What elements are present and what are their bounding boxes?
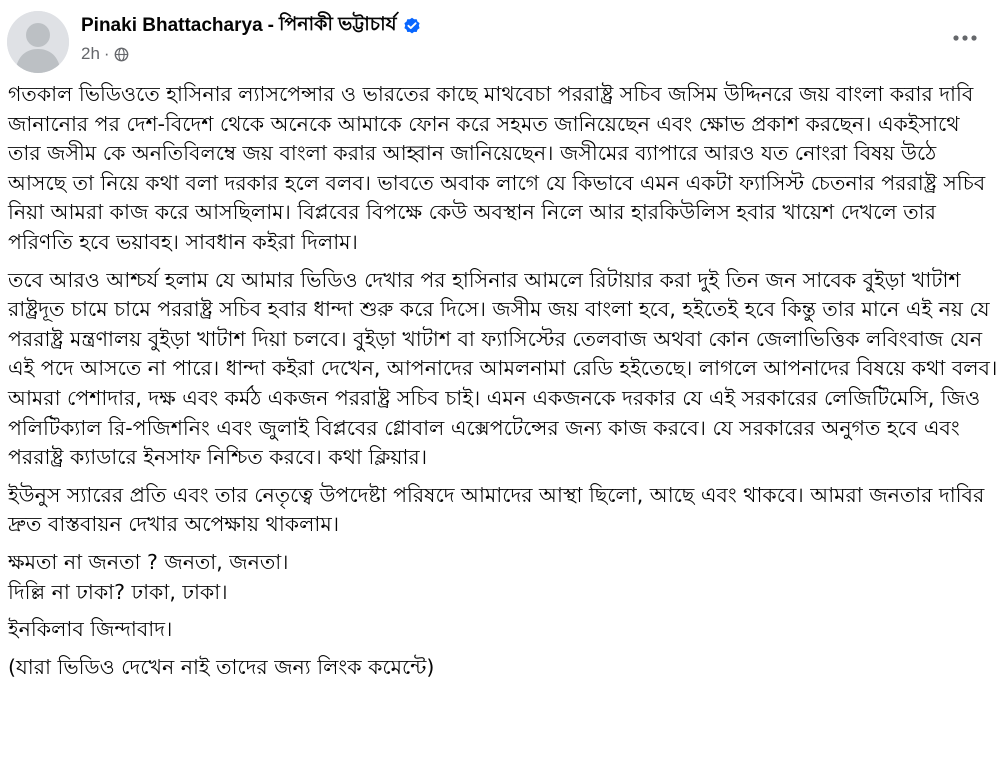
author-name-separator: -: [267, 15, 274, 36]
post-paragraph: তবে আরও আশ্চর্য হলাম যে আমার ভিডিও দেখার পর হাসিনার আমলে রিটায়ার করা দুই তিন জন সাবেক বুইড়া খাটাশ রাষ্ট্রদূত চামে চামে পররাষ্ট্র সচিব হবার ধান্দা শুরু করে দিসে। জসীম জয় বাংলা হবে, হইতেই হবে কিন্তু তার মানে এই নয় যে পররাষ্ট্র মন্ত্রণালয় বুইড়া খাটাশ দিয়া চলবে। বুইড়া খাটাশ বা ফ্যাসিস্টের তেলবাজ অথবা কোন জেলাভিত্তিক লবিংবাজ যেন এই পদে আসতে না পারে। ধান্দা কইরা দেখেন, আপনাদের আমলনামা রেডি হইতেছে। লাগলে আপনাদের বিষয়ে কথা বলব। আমরা পেশাদার, দক্ষ এবং কর্মঠ একজন পররাষ্ট্র সচিব চাই। এমন একজনকে দরকার যে এই সরকারের লেজিটিমেসি, জিও পলিটিক্যাল রি-পজিশনিং এবং জুলাই বিপ্লবের গ্লোবাল এক্সেপটেন্সের জন্য কাজ করবে। যে সরকারের অনুগত হবে এবং পররাষ্ট্র ক্যাডারে ইনসাফ নিশ্চিত করবে। কথা ক্লিয়ার।: [8, 267, 998, 470]
author-name-bangla[interactable]: পিনাকী ভট্টাচার্য: [278, 14, 397, 35]
author-name[interactable]: Pinaki Bhattacharya: [81, 15, 263, 36]
post-body: [8, 80, 998, 690]
post-header: [0, 0, 1005, 78]
post-paragraph: গতকাল ভিডিওতে হাসিনার ল্যাসপেন্সার ও ভারতের কাছে মাথবেচা পররাষ্ট্র সচিব জসিম উদ্দিনরে জয় বাংলা করার দাবি জানানোর পর দেশ-বিদেশ থেকে অনেকে আমাকে ফোন করে সহমত জানিয়েছেন এবং ক্ষোভ প্রকাশ করছেন। একইসাথে তার জসীম কে অনতিবিলম্বে জয় বাংলা করার আহ্বান জানিয়েছেন। জসীমের ব্যাপারে আরও যত নোংরা বিষয় উঠে আসছে তা নিয়ে কথা বলা দরকার হলে বলব। ভাবতে অবাক লাগে যে কিভাবে এমন একটা ফ্যাসিস্ট চেতনার পররাষ্ট্র সচিব নিয়া আমরা কাজ করে আসছিলাম। বিপ্লবের বিপক্ষে কেউ অবস্থান নিলে আর হারকিউলিস হবার খায়েশ দেখলে তার পরিণতি হবে ভয়াবহ। সাবধান কইরা দিলাম।: [8, 82, 986, 254]
post-paragraph: ইনকিলাব জিন্দাবাদ।: [8, 617, 173, 642]
post-timestamp[interactable]: 2h: [81, 44, 100, 63]
more-options-button[interactable]: [945, 20, 985, 56]
author-line: [81, 13, 421, 39]
avatar-placeholder-icon: [7, 11, 69, 73]
post-paragraph: (যারা ভিডিও দেখেন নাই তাদের জন্য লিংক কমেন্টে): [8, 654, 435, 679]
meta-separator-dot: ·: [103, 44, 110, 63]
avatar[interactable]: [7, 11, 69, 73]
globe-icon[interactable]: [114, 47, 129, 62]
post-paragraph: ক্ষমতা না জনতা ? জনতা, জনতা। দিল্লি না ঢাকা? ঢাকা, ঢাকা।: [8, 549, 289, 604]
more-options-icon: [952, 34, 978, 42]
verified-badge-icon: [403, 17, 421, 35]
post-meta: [81, 43, 129, 65]
post-paragraph: ইউনুস স্যারের প্রতি এবং তার নেতৃত্বে উপদেষ্টা পরিষদে আমাদের আস্থা ছিলো, আছে এবং থাকবে। আমরা জনতার দাবির দ্রুত বাস্তবায়ন দেখার অপেক্ষায় থাকলাম।: [8, 482, 985, 537]
